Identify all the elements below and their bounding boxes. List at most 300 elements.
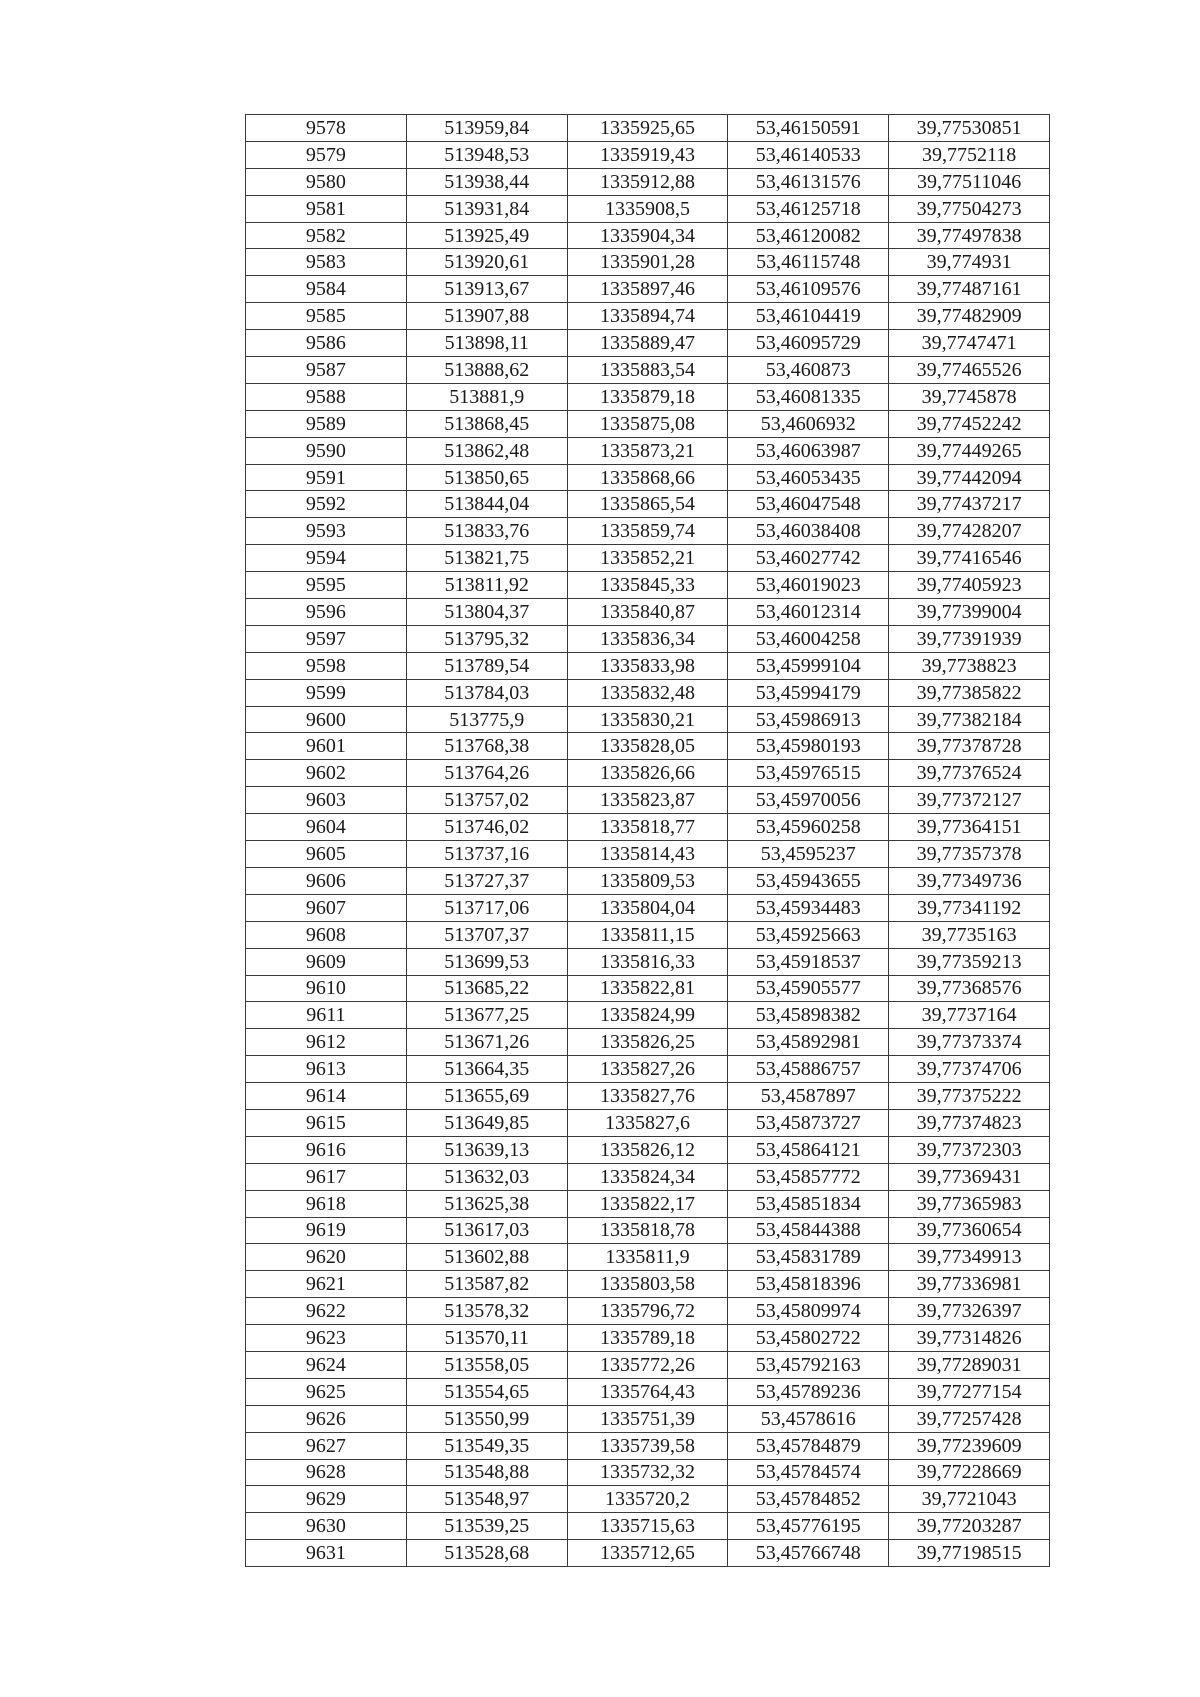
table-row — [246, 1351, 1050, 1378]
point-number-cell: 9618 — [246, 1190, 407, 1217]
longitude-cell: 39,77257428 — [889, 1405, 1050, 1432]
longitude-cell: 39,7752118 — [889, 141, 1050, 168]
table-row — [246, 545, 1050, 572]
table-row — [246, 168, 1050, 195]
longitude-cell: 39,77369431 — [889, 1163, 1050, 1190]
point-number-cell: 9609 — [246, 948, 407, 975]
x-coordinate-cell: 513789,54 — [406, 652, 567, 679]
longitude-cell: 39,77314826 — [889, 1325, 1050, 1352]
x-coordinate-cell: 513948,53 — [406, 141, 567, 168]
point-number-cell: 9583 — [246, 249, 407, 276]
point-number-cell: 9605 — [246, 841, 407, 868]
latitude-cell: 53,46038408 — [728, 518, 889, 545]
latitude-cell: 53,45918537 — [728, 948, 889, 975]
table-row — [246, 518, 1050, 545]
latitude-cell: 53,45994179 — [728, 679, 889, 706]
point-number-cell: 9608 — [246, 921, 407, 948]
point-number-cell: 9606 — [246, 867, 407, 894]
table-row — [246, 222, 1050, 249]
point-number-cell: 9586 — [246, 330, 407, 357]
longitude-cell: 39,77374706 — [889, 1056, 1050, 1083]
longitude-cell: 39,77405923 — [889, 572, 1050, 599]
longitude-cell: 39,77359213 — [889, 948, 1050, 975]
point-number-cell: 9603 — [246, 787, 407, 814]
y-coordinate-cell: 1335852,21 — [567, 545, 728, 572]
latitude-cell: 53,4578616 — [728, 1405, 889, 1432]
point-number-cell: 9588 — [246, 383, 407, 410]
y-coordinate-cell: 1335751,39 — [567, 1405, 728, 1432]
x-coordinate-cell: 513717,06 — [406, 894, 567, 921]
point-number-cell: 9604 — [246, 814, 407, 841]
y-coordinate-cell: 1335901,28 — [567, 249, 728, 276]
latitude-cell: 53,45898382 — [728, 1002, 889, 1029]
y-coordinate-cell: 1335828,05 — [567, 733, 728, 760]
point-number-cell: 9595 — [246, 572, 407, 599]
y-coordinate-cell: 1335814,43 — [567, 841, 728, 868]
table-row — [246, 760, 1050, 787]
longitude-cell: 39,7737164 — [889, 1002, 1050, 1029]
latitude-cell: 53,45851834 — [728, 1190, 889, 1217]
point-number-cell: 9601 — [246, 733, 407, 760]
x-coordinate-cell: 513707,37 — [406, 921, 567, 948]
latitude-cell: 53,46131576 — [728, 168, 889, 195]
latitude-cell: 53,46019023 — [728, 572, 889, 599]
table-row — [246, 357, 1050, 384]
point-number-cell: 9584 — [246, 276, 407, 303]
coordinate-table — [245, 114, 1050, 1567]
latitude-cell: 53,46012314 — [728, 599, 889, 626]
point-number-cell: 9623 — [246, 1325, 407, 1352]
y-coordinate-cell: 1335925,65 — [567, 115, 728, 142]
longitude-cell: 39,77373374 — [889, 1029, 1050, 1056]
latitude-cell: 53,45792163 — [728, 1351, 889, 1378]
latitude-cell: 53,46115748 — [728, 249, 889, 276]
table-row — [246, 303, 1050, 330]
longitude-cell: 39,77368576 — [889, 975, 1050, 1002]
latitude-cell: 53,45999104 — [728, 652, 889, 679]
table-row — [246, 1244, 1050, 1271]
y-coordinate-cell: 1335804,04 — [567, 894, 728, 921]
latitude-cell: 53,46109576 — [728, 276, 889, 303]
table-row — [246, 1486, 1050, 1513]
x-coordinate-cell: 513639,13 — [406, 1136, 567, 1163]
y-coordinate-cell: 1335803,58 — [567, 1271, 728, 1298]
y-coordinate-cell: 1335919,43 — [567, 141, 728, 168]
x-coordinate-cell: 513938,44 — [406, 168, 567, 195]
table-row — [246, 841, 1050, 868]
longitude-cell: 39,77360654 — [889, 1217, 1050, 1244]
x-coordinate-cell: 513768,38 — [406, 733, 567, 760]
point-number-cell: 9602 — [246, 760, 407, 787]
x-coordinate-cell: 513784,03 — [406, 679, 567, 706]
y-coordinate-cell: 1335816,33 — [567, 948, 728, 975]
point-number-cell: 9592 — [246, 491, 407, 518]
longitude-cell: 39,77203287 — [889, 1513, 1050, 1540]
table-row — [246, 1271, 1050, 1298]
latitude-cell: 53,46150591 — [728, 115, 889, 142]
latitude-cell: 53,46081335 — [728, 383, 889, 410]
latitude-cell: 53,45784879 — [728, 1432, 889, 1459]
x-coordinate-cell: 513811,92 — [406, 572, 567, 599]
latitude-cell: 53,45784852 — [728, 1486, 889, 1513]
point-number-cell: 9593 — [246, 518, 407, 545]
table-row — [246, 572, 1050, 599]
x-coordinate-cell: 513548,97 — [406, 1486, 567, 1513]
y-coordinate-cell: 1335822,17 — [567, 1190, 728, 1217]
longitude-cell: 39,77375222 — [889, 1083, 1050, 1110]
longitude-cell: 39,77326397 — [889, 1298, 1050, 1325]
latitude-cell: 53,45925663 — [728, 921, 889, 948]
x-coordinate-cell: 513539,25 — [406, 1513, 567, 1540]
table-row — [246, 1109, 1050, 1136]
x-coordinate-cell: 513888,62 — [406, 357, 567, 384]
x-coordinate-cell: 513549,35 — [406, 1432, 567, 1459]
point-number-cell: 9578 — [246, 115, 407, 142]
point-number-cell: 9628 — [246, 1459, 407, 1486]
latitude-cell: 53,46004258 — [728, 625, 889, 652]
y-coordinate-cell: 1335912,88 — [567, 168, 728, 195]
longitude-cell: 39,77357378 — [889, 841, 1050, 868]
x-coordinate-cell: 513528,68 — [406, 1540, 567, 1567]
y-coordinate-cell: 1335739,58 — [567, 1432, 728, 1459]
x-coordinate-cell: 513925,49 — [406, 222, 567, 249]
y-coordinate-cell: 1335840,87 — [567, 599, 728, 626]
table-row — [246, 464, 1050, 491]
x-coordinate-cell: 513587,82 — [406, 1271, 567, 1298]
table-row — [246, 733, 1050, 760]
latitude-cell: 53,45934483 — [728, 894, 889, 921]
point-number-cell: 9631 — [246, 1540, 407, 1567]
latitude-cell: 53,45970056 — [728, 787, 889, 814]
latitude-cell: 53,45844388 — [728, 1217, 889, 1244]
x-coordinate-cell: 513737,16 — [406, 841, 567, 868]
x-coordinate-cell: 513931,84 — [406, 195, 567, 222]
x-coordinate-cell: 513625,38 — [406, 1190, 567, 1217]
longitude-cell: 39,77374823 — [889, 1109, 1050, 1136]
latitude-cell: 53,45976515 — [728, 760, 889, 787]
point-number-cell: 9612 — [246, 1029, 407, 1056]
latitude-cell: 53,46125718 — [728, 195, 889, 222]
x-coordinate-cell: 513868,45 — [406, 410, 567, 437]
longitude-cell: 39,77385822 — [889, 679, 1050, 706]
table-row — [246, 652, 1050, 679]
x-coordinate-cell: 513671,26 — [406, 1029, 567, 1056]
x-coordinate-cell: 513907,88 — [406, 303, 567, 330]
y-coordinate-cell: 1335823,87 — [567, 787, 728, 814]
point-number-cell: 9591 — [246, 464, 407, 491]
x-coordinate-cell: 513727,37 — [406, 867, 567, 894]
latitude-cell: 53,45986913 — [728, 706, 889, 733]
y-coordinate-cell: 1335772,26 — [567, 1351, 728, 1378]
latitude-cell: 53,46063987 — [728, 437, 889, 464]
y-coordinate-cell: 1335826,66 — [567, 760, 728, 787]
table-row — [246, 141, 1050, 168]
table-row — [246, 330, 1050, 357]
longitude-cell: 39,77349736 — [889, 867, 1050, 894]
table-row — [246, 1540, 1050, 1567]
x-coordinate-cell: 513570,11 — [406, 1325, 567, 1352]
table-row — [246, 1190, 1050, 1217]
latitude-cell: 53,46120082 — [728, 222, 889, 249]
longitude-cell: 39,77198515 — [889, 1540, 1050, 1567]
longitude-cell: 39,77482909 — [889, 303, 1050, 330]
longitude-cell: 39,77442094 — [889, 464, 1050, 491]
y-coordinate-cell: 1335822,81 — [567, 975, 728, 1002]
x-coordinate-cell: 513795,32 — [406, 625, 567, 652]
y-coordinate-cell: 1335789,18 — [567, 1325, 728, 1352]
point-number-cell: 9600 — [246, 706, 407, 733]
latitude-cell: 53,4587897 — [728, 1083, 889, 1110]
latitude-cell: 53,46027742 — [728, 545, 889, 572]
longitude-cell: 39,77428207 — [889, 518, 1050, 545]
table-row — [246, 599, 1050, 626]
y-coordinate-cell: 1335875,08 — [567, 410, 728, 437]
y-coordinate-cell: 1335715,63 — [567, 1513, 728, 1540]
longitude-cell: 39,77497838 — [889, 222, 1050, 249]
latitude-cell: 53,46140533 — [728, 141, 889, 168]
point-number-cell: 9624 — [246, 1351, 407, 1378]
y-coordinate-cell: 1335836,34 — [567, 625, 728, 652]
y-coordinate-cell: 1335827,26 — [567, 1056, 728, 1083]
y-coordinate-cell: 1335732,32 — [567, 1459, 728, 1486]
y-coordinate-cell: 1335827,6 — [567, 1109, 728, 1136]
longitude-cell: 39,7745878 — [889, 383, 1050, 410]
longitude-cell: 39,77341192 — [889, 894, 1050, 921]
latitude-cell: 53,45943655 — [728, 867, 889, 894]
table-row — [246, 1459, 1050, 1486]
y-coordinate-cell: 1335809,53 — [567, 867, 728, 894]
point-number-cell: 9579 — [246, 141, 407, 168]
longitude-cell: 39,77465526 — [889, 357, 1050, 384]
latitude-cell: 53,45784574 — [728, 1459, 889, 1486]
y-coordinate-cell: 1335868,66 — [567, 464, 728, 491]
point-number-cell: 9630 — [246, 1513, 407, 1540]
latitude-cell: 53,45905577 — [728, 975, 889, 1002]
table-row — [246, 276, 1050, 303]
y-coordinate-cell: 1335845,33 — [567, 572, 728, 599]
longitude-cell: 39,77452242 — [889, 410, 1050, 437]
point-number-cell: 9597 — [246, 625, 407, 652]
latitude-cell: 53,45857772 — [728, 1163, 889, 1190]
x-coordinate-cell: 513649,85 — [406, 1109, 567, 1136]
table-row — [246, 706, 1050, 733]
longitude-cell: 39,77504273 — [889, 195, 1050, 222]
latitude-cell: 53,460873 — [728, 357, 889, 384]
longitude-cell: 39,77416546 — [889, 545, 1050, 572]
latitude-cell: 53,4595237 — [728, 841, 889, 868]
x-coordinate-cell: 513617,03 — [406, 1217, 567, 1244]
x-coordinate-cell: 513746,02 — [406, 814, 567, 841]
x-coordinate-cell: 513558,05 — [406, 1351, 567, 1378]
point-number-cell: 9580 — [246, 168, 407, 195]
y-coordinate-cell: 1335904,34 — [567, 222, 728, 249]
y-coordinate-cell: 1335811,15 — [567, 921, 728, 948]
longitude-cell: 39,77437217 — [889, 491, 1050, 518]
y-coordinate-cell: 1335826,12 — [567, 1136, 728, 1163]
y-coordinate-cell: 1335879,18 — [567, 383, 728, 410]
latitude-cell: 53,45831789 — [728, 1244, 889, 1271]
table-row — [246, 437, 1050, 464]
point-number-cell: 9622 — [246, 1298, 407, 1325]
y-coordinate-cell: 1335764,43 — [567, 1378, 728, 1405]
x-coordinate-cell: 513699,53 — [406, 948, 567, 975]
longitude-cell: 39,77228669 — [889, 1459, 1050, 1486]
latitude-cell: 53,45766748 — [728, 1540, 889, 1567]
table-row — [246, 249, 1050, 276]
y-coordinate-cell: 1335720,2 — [567, 1486, 728, 1513]
longitude-cell: 39,77365983 — [889, 1190, 1050, 1217]
table-row — [246, 115, 1050, 142]
longitude-cell: 39,77277154 — [889, 1378, 1050, 1405]
x-coordinate-cell: 513913,67 — [406, 276, 567, 303]
latitude-cell: 53,46104419 — [728, 303, 889, 330]
y-coordinate-cell: 1335894,74 — [567, 303, 728, 330]
y-coordinate-cell: 1335824,34 — [567, 1163, 728, 1190]
table-row — [246, 921, 1050, 948]
longitude-cell: 39,77376524 — [889, 760, 1050, 787]
table-row — [246, 1217, 1050, 1244]
table-row — [246, 894, 1050, 921]
point-number-cell: 9585 — [246, 303, 407, 330]
table-row — [246, 975, 1050, 1002]
table-row — [246, 1002, 1050, 1029]
table-row — [246, 1405, 1050, 1432]
point-number-cell: 9596 — [246, 599, 407, 626]
y-coordinate-cell: 1335830,21 — [567, 706, 728, 733]
x-coordinate-cell: 513850,65 — [406, 464, 567, 491]
longitude-cell: 39,77372303 — [889, 1136, 1050, 1163]
y-coordinate-cell: 1335908,5 — [567, 195, 728, 222]
longitude-cell: 39,77349913 — [889, 1244, 1050, 1271]
point-number-cell: 9587 — [246, 357, 407, 384]
point-number-cell: 9629 — [246, 1486, 407, 1513]
table-row — [246, 948, 1050, 975]
y-coordinate-cell: 1335811,9 — [567, 1244, 728, 1271]
point-number-cell: 9625 — [246, 1378, 407, 1405]
table-row — [246, 1136, 1050, 1163]
point-number-cell: 9582 — [246, 222, 407, 249]
point-number-cell: 9616 — [246, 1136, 407, 1163]
latitude-cell: 53,45980193 — [728, 733, 889, 760]
latitude-cell: 53,45802722 — [728, 1325, 889, 1352]
longitude-cell: 39,77399004 — [889, 599, 1050, 626]
latitude-cell: 53,45809974 — [728, 1298, 889, 1325]
longitude-cell: 39,7735163 — [889, 921, 1050, 948]
longitude-cell: 39,77487161 — [889, 276, 1050, 303]
latitude-cell: 53,45892981 — [728, 1029, 889, 1056]
longitude-cell: 39,7738823 — [889, 652, 1050, 679]
x-coordinate-cell: 513833,76 — [406, 518, 567, 545]
table-row — [246, 867, 1050, 894]
y-coordinate-cell: 1335859,74 — [567, 518, 728, 545]
y-coordinate-cell: 1335832,48 — [567, 679, 728, 706]
y-coordinate-cell: 1335897,46 — [567, 276, 728, 303]
x-coordinate-cell: 513655,69 — [406, 1083, 567, 1110]
latitude-cell: 53,45864121 — [728, 1136, 889, 1163]
x-coordinate-cell: 513602,88 — [406, 1244, 567, 1271]
latitude-cell: 53,4606932 — [728, 410, 889, 437]
table-row — [246, 195, 1050, 222]
y-coordinate-cell: 1335818,78 — [567, 1217, 728, 1244]
x-coordinate-cell: 513775,9 — [406, 706, 567, 733]
table-row — [246, 1083, 1050, 1110]
longitude-cell: 39,77239609 — [889, 1432, 1050, 1459]
x-coordinate-cell: 513578,32 — [406, 1298, 567, 1325]
latitude-cell: 53,46095729 — [728, 330, 889, 357]
table-row — [246, 1432, 1050, 1459]
table-row — [246, 787, 1050, 814]
table-row — [246, 1325, 1050, 1352]
table-row — [246, 1029, 1050, 1056]
point-number-cell: 9610 — [246, 975, 407, 1002]
x-coordinate-cell: 513881,9 — [406, 383, 567, 410]
y-coordinate-cell: 1335824,99 — [567, 1002, 728, 1029]
x-coordinate-cell: 513664,35 — [406, 1056, 567, 1083]
x-coordinate-cell: 513920,61 — [406, 249, 567, 276]
point-number-cell: 9617 — [246, 1163, 407, 1190]
x-coordinate-cell: 513898,11 — [406, 330, 567, 357]
latitude-cell: 53,45886757 — [728, 1056, 889, 1083]
point-number-cell: 9590 — [246, 437, 407, 464]
point-number-cell: 9589 — [246, 410, 407, 437]
y-coordinate-cell: 1335865,54 — [567, 491, 728, 518]
y-coordinate-cell: 1335889,47 — [567, 330, 728, 357]
table-row — [246, 410, 1050, 437]
point-number-cell: 9607 — [246, 894, 407, 921]
longitude-cell: 39,77382184 — [889, 706, 1050, 733]
point-number-cell: 9615 — [246, 1109, 407, 1136]
x-coordinate-cell: 513804,37 — [406, 599, 567, 626]
point-number-cell: 9621 — [246, 1271, 407, 1298]
point-number-cell: 9581 — [246, 195, 407, 222]
table-row — [246, 679, 1050, 706]
longitude-cell: 39,77378728 — [889, 733, 1050, 760]
table-row — [246, 1163, 1050, 1190]
table-row — [246, 814, 1050, 841]
x-coordinate-cell: 513844,04 — [406, 491, 567, 518]
x-coordinate-cell: 513550,99 — [406, 1405, 567, 1432]
point-number-cell: 9627 — [246, 1432, 407, 1459]
table-row — [246, 491, 1050, 518]
longitude-cell: 39,7721043 — [889, 1486, 1050, 1513]
longitude-cell: 39,77391939 — [889, 625, 1050, 652]
point-number-cell: 9620 — [246, 1244, 407, 1271]
longitude-cell: 39,77530851 — [889, 115, 1050, 142]
x-coordinate-cell: 513677,25 — [406, 1002, 567, 1029]
x-coordinate-cell: 513757,02 — [406, 787, 567, 814]
latitude-cell: 53,45789236 — [728, 1378, 889, 1405]
coordinate-table-body — [246, 115, 1050, 1567]
y-coordinate-cell: 1335826,25 — [567, 1029, 728, 1056]
point-number-cell: 9619 — [246, 1217, 407, 1244]
x-coordinate-cell: 513685,22 — [406, 975, 567, 1002]
longitude-cell: 39,77364151 — [889, 814, 1050, 841]
table-row — [246, 383, 1050, 410]
latitude-cell: 53,46047548 — [728, 491, 889, 518]
longitude-cell: 39,77289031 — [889, 1351, 1050, 1378]
point-number-cell: 9599 — [246, 679, 407, 706]
x-coordinate-cell: 513548,88 — [406, 1459, 567, 1486]
longitude-cell: 39,77449265 — [889, 437, 1050, 464]
latitude-cell: 53,45873727 — [728, 1109, 889, 1136]
point-number-cell: 9626 — [246, 1405, 407, 1432]
x-coordinate-cell: 513862,48 — [406, 437, 567, 464]
longitude-cell: 39,77336981 — [889, 1271, 1050, 1298]
y-coordinate-cell: 1335833,98 — [567, 652, 728, 679]
longitude-cell: 39,774931 — [889, 249, 1050, 276]
table-row — [246, 1056, 1050, 1083]
y-coordinate-cell: 1335883,54 — [567, 357, 728, 384]
